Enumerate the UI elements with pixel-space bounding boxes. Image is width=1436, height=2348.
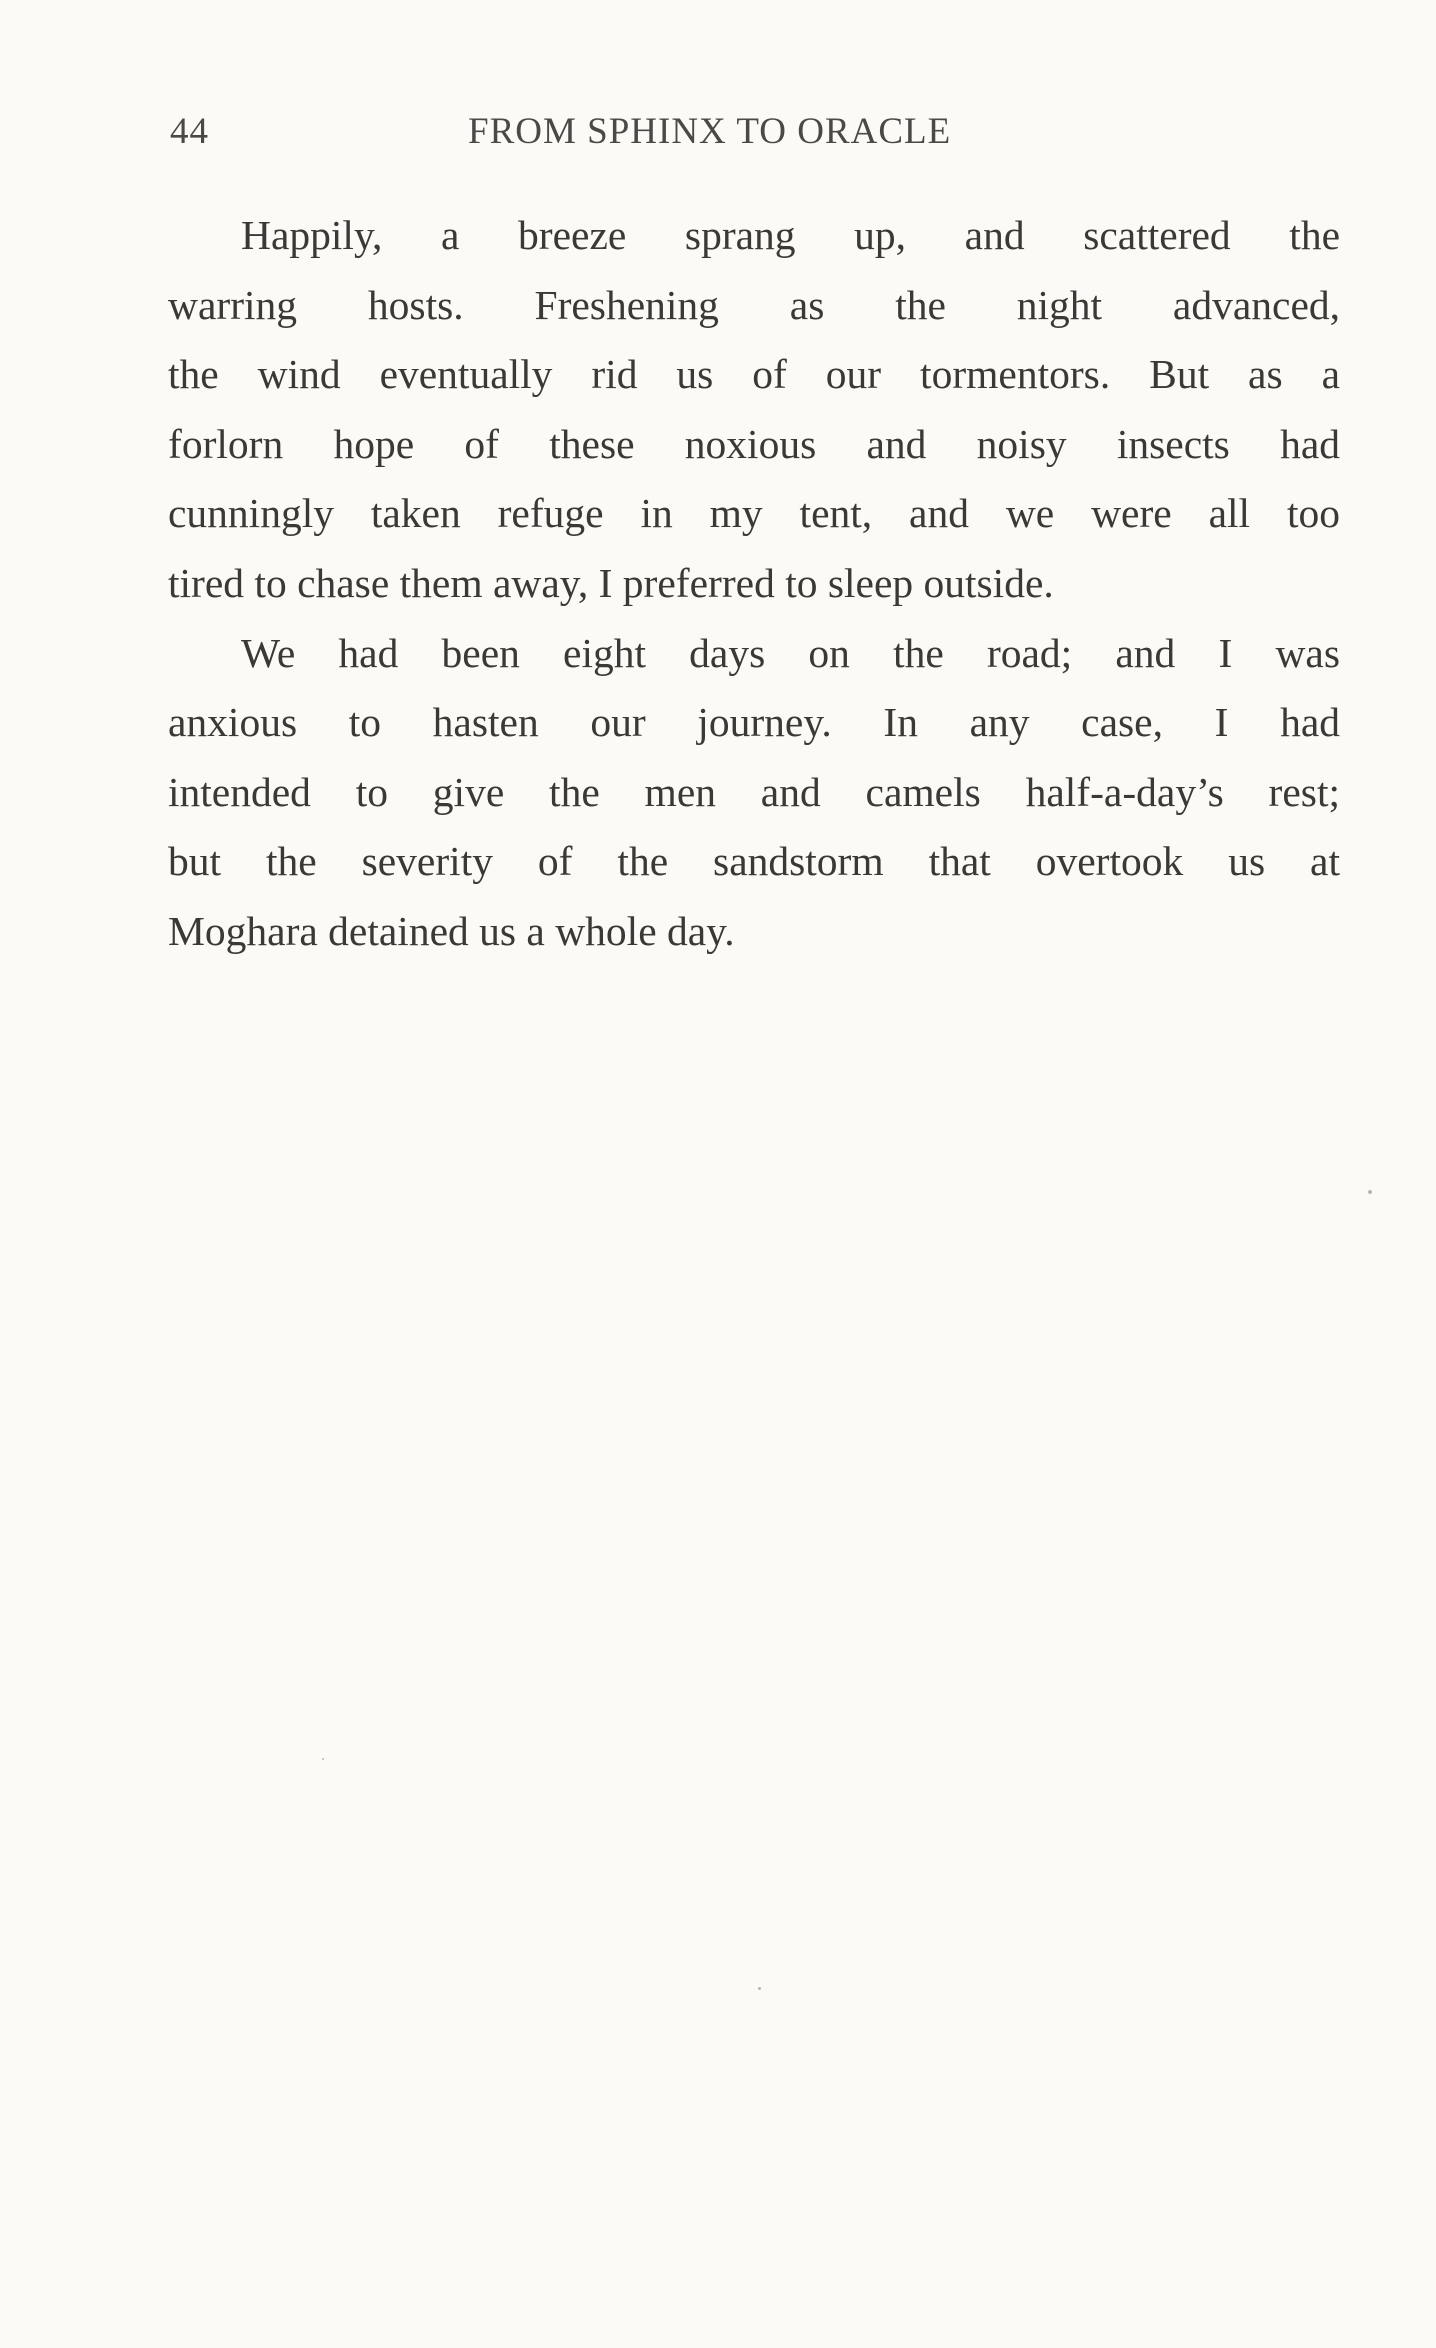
text-line: tired to chase them away, I preferred to sleep outside. [168,559,1054,606]
paragraph-2 [168,619,1340,967]
text-line: We had been eight days on the road; and I was [241,629,1340,676]
paper-speck [1368,1190,1372,1194]
text-line: but the severity of the sandstorm that overtook us at [168,838,1340,885]
paper-speck [758,1987,761,1990]
page-header [170,110,1065,160]
text-line: cunningly taken refuge in my tent, and we were all too [168,490,1340,537]
page-number: 44 [170,111,209,152]
text-line: Happily, a breeze sprang up, and scattered the [241,212,1340,258]
running-title: FROM SPHINX TO ORACLE [468,111,952,152]
text-line: the wind eventually rid us of our tormentors. But as a [168,351,1340,398]
text-line: warring hosts. Freshening as the night advanced, [168,281,1340,328]
text-line: anxious to hasten our journey. In any case, I had [168,699,1340,746]
text-line: Moghara detained us a whole day. [168,907,735,954]
paper-speck [322,1758,324,1760]
body-text [168,201,1340,967]
text-line: intended to give the men and camels half-a-day’s rest; [168,768,1340,815]
paragraph-1 [168,201,1340,619]
text-line: forlorn hope of these noxious and noisy insects had [168,420,1340,467]
